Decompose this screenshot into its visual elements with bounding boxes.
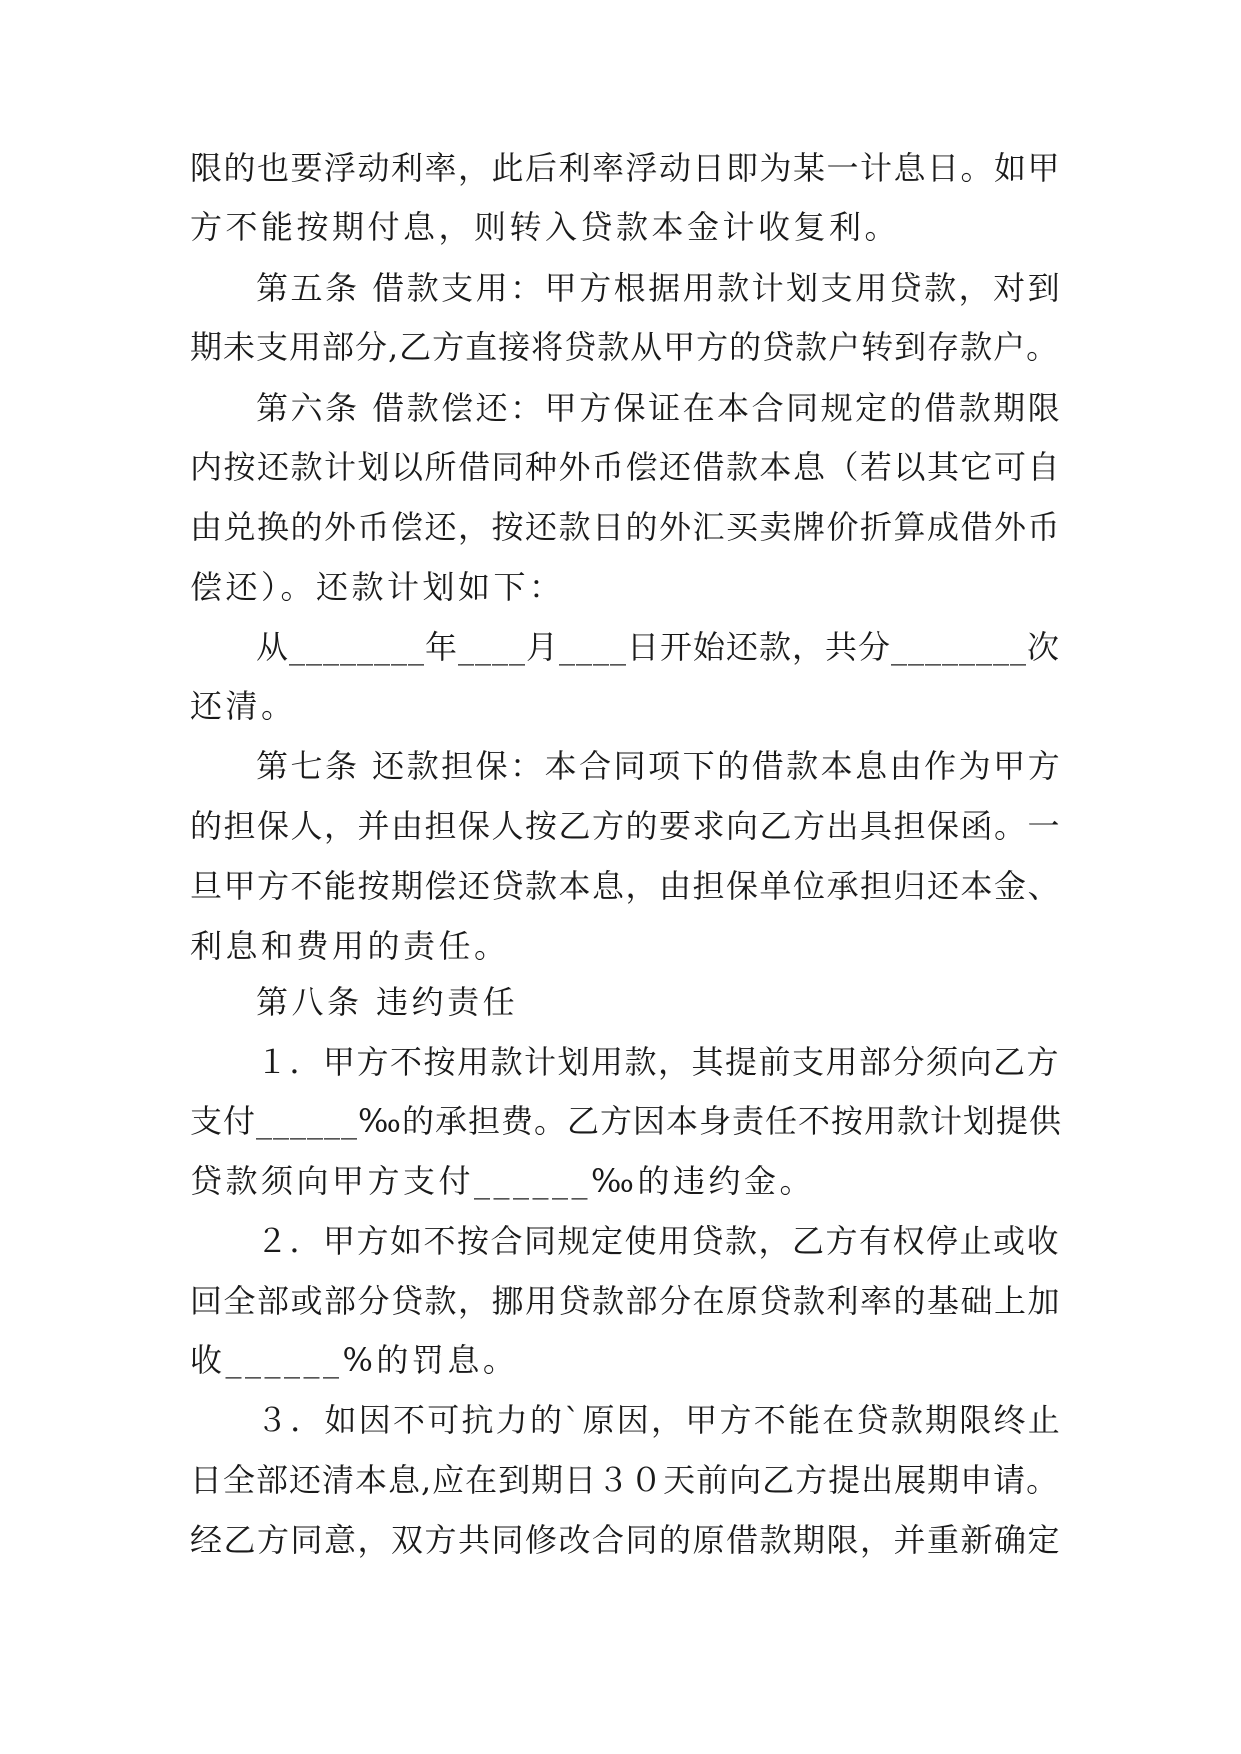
text-line: 从________年____月____日开始还款，共分________次 [256, 628, 1061, 666]
text-line: 经乙方同意，双方共同修改合同的原借款期限，并重新确定 [190, 1521, 1062, 1559]
text-line: 方不能按期付息，则转入贷款本金计收复利。 [190, 208, 901, 246]
text-line: 第五条 借款支用：甲方根据用款计划支用贷款，对到 [256, 269, 1063, 307]
text-line: 旦甲方不能按期偿还贷款本息，由担保单位承担归还本金、 [190, 867, 1062, 905]
text-line: 利息和费用的责任。 [190, 927, 510, 965]
text-line: 还清。 [190, 687, 297, 725]
text-line: 支付______‰的承担费。乙方因本身责任不按用款计划提供 [190, 1102, 1062, 1140]
text-line: 的担保人，并由担保人按乙方的要求向乙方出具担保函。一 [190, 807, 1062, 845]
text-line: 第七条 还款担保：本合同项下的借款本息由作为甲方 [256, 747, 1063, 785]
text-line: 日全部还清本息,应在到期日３０天前向乙方提出展期申请。 [190, 1461, 1060, 1499]
text-line: 由兑换的外币偿还，按还款日的外汇买卖牌价折算成借外币 [190, 508, 1062, 546]
text-line: 第六条 借款偿还：甲方保证在本合同规定的借款期限 [256, 389, 1063, 427]
text-line: ２．甲方如不按合同规定使用贷款，乙方有权停止或收 [256, 1222, 1061, 1260]
text-line: 内按还款计划以所借同种外币偿还借款本息（若以其它可自 [190, 448, 1062, 486]
text-line: 偿还）。还款计划如下： [190, 568, 565, 606]
text-line: 第八条 违约责任 [256, 983, 519, 1021]
text-line: 期未支用部分,乙方直接将贷款从甲方的贷款户转到存款户。 [190, 328, 1060, 366]
text-line: ３．如因不可抗力的`原因，甲方不能在贷款期限终止 [256, 1401, 1063, 1439]
text-line: 限的也要浮动利率，此后利率浮动日即为某一计息日。如甲 [190, 149, 1062, 187]
text-line: 收______%的罚息。 [190, 1341, 519, 1379]
text-line: 回全部或部分贷款，挪用贷款部分在原贷款利率的基础上加 [190, 1282, 1062, 1320]
text-line: １．甲方不按用款计划用款，其提前支用部分须向乙方 [256, 1043, 1061, 1081]
text-line: 贷款须向甲方支付______‰的违约金。 [190, 1162, 815, 1200]
